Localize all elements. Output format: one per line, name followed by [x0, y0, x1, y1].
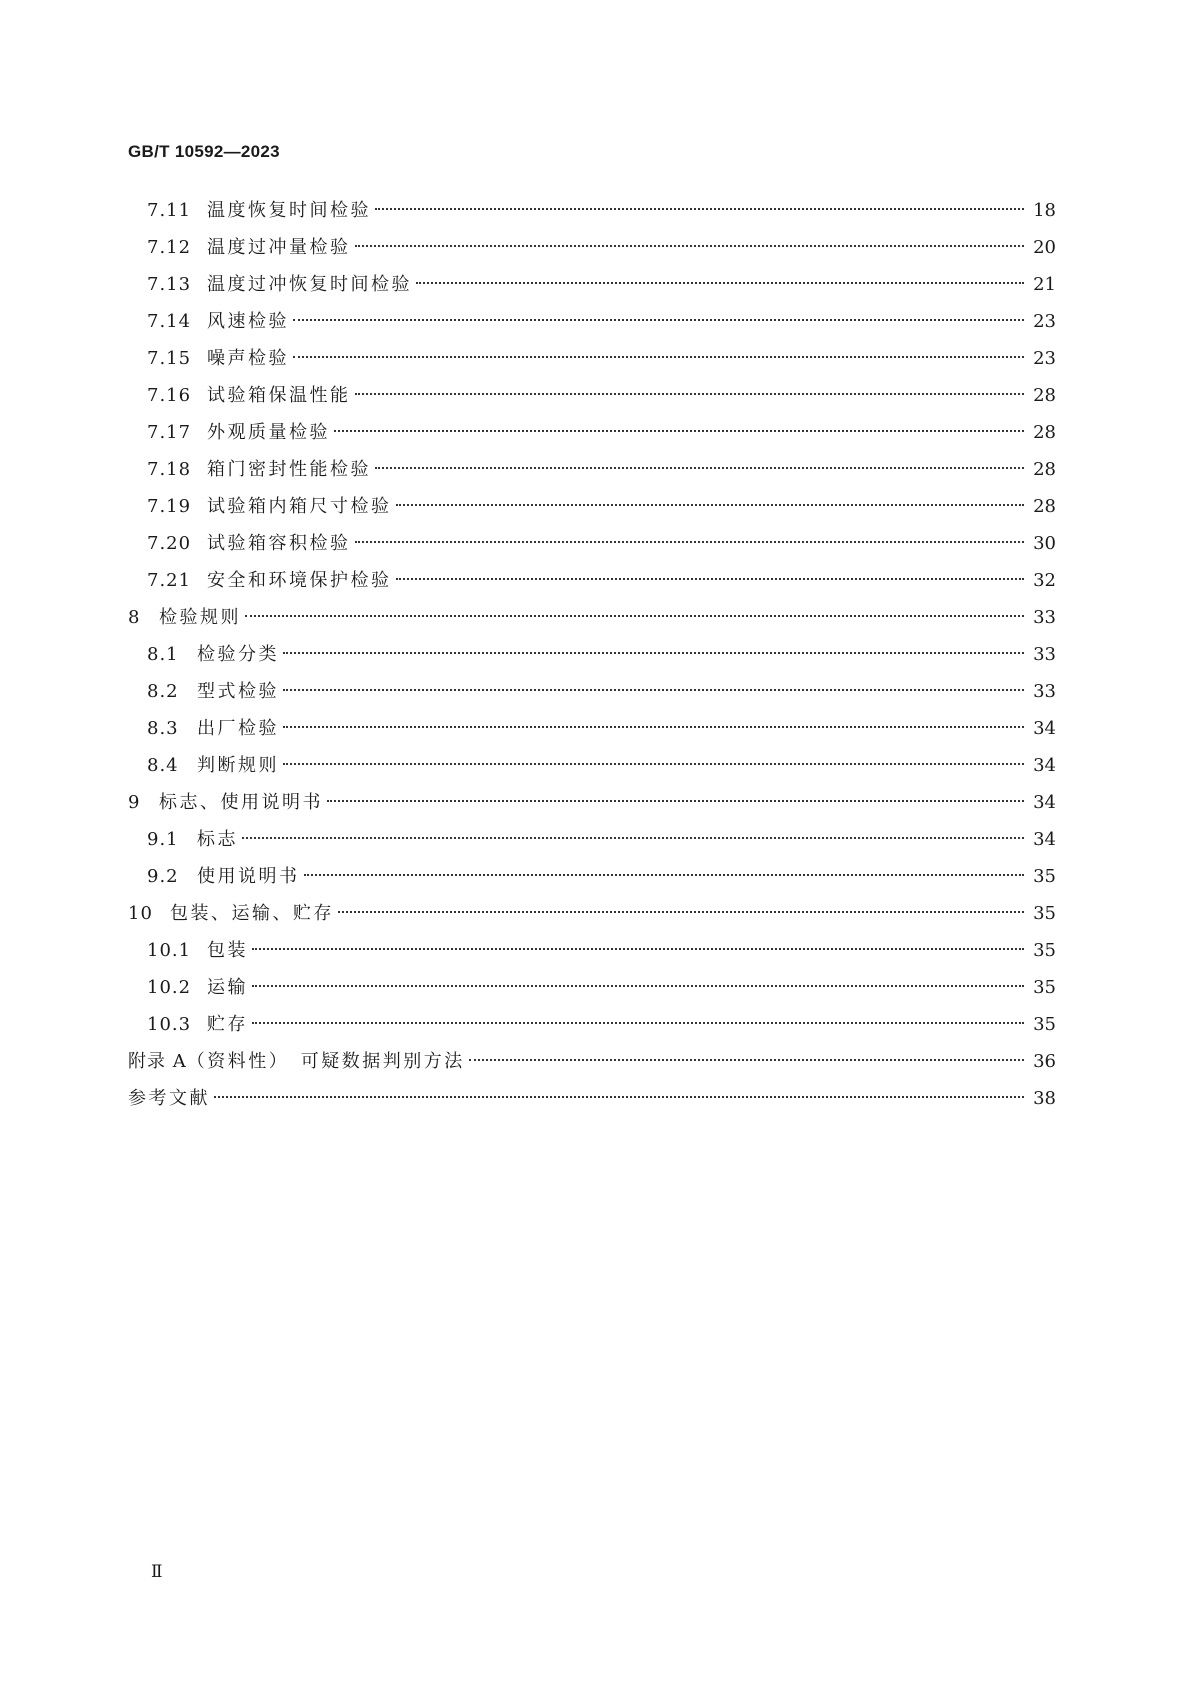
toc-entry-number: 8.3 — [147, 718, 179, 739]
toc-page-number: 28 — [1033, 496, 1056, 517]
toc-entry-8-4[interactable] — [128, 747, 1056, 784]
toc-entry-number: 9 — [128, 792, 141, 813]
toc-entry-number: 7.19 — [147, 496, 192, 517]
toc-page-number: 21 — [1033, 274, 1056, 295]
toc-page-number: 34 — [1033, 829, 1056, 850]
toc-leader-dots — [293, 356, 1024, 358]
toc-entry-10[interactable] — [128, 895, 1056, 932]
toc-leader-dots — [214, 1096, 1024, 1098]
toc-entry-number: 7.14 — [147, 311, 192, 332]
toc-page-number: 35 — [1033, 1014, 1056, 1035]
toc-entry-7-13[interactable] — [128, 266, 1056, 303]
toc-entry-appendix-a[interactable] — [128, 1043, 1056, 1080]
toc-page-number: 28 — [1033, 385, 1056, 406]
toc-page-number: 38 — [1033, 1088, 1056, 1109]
page-number: Ⅱ — [151, 1562, 163, 1582]
toc-leader-dots — [283, 689, 1024, 691]
toc-leader-dots — [252, 948, 1024, 950]
toc-entry-7-21[interactable] — [128, 562, 1056, 599]
toc-entry-title: （资料性） 可疑数据判别方法 — [186, 1051, 465, 1072]
toc-entry-8-3[interactable] — [128, 710, 1056, 747]
toc-entry-8-1[interactable] — [128, 636, 1056, 673]
toc-entry-number: 7.15 — [147, 348, 192, 369]
toc-entry-7-15[interactable] — [128, 340, 1056, 377]
toc-page-number: 20 — [1033, 237, 1056, 258]
toc-entry-title: 风速检验 — [207, 311, 289, 332]
toc-entry-number: 10.3 — [147, 1014, 192, 1035]
toc-leader-dots — [355, 245, 1025, 247]
toc-entry-number: 10.2 — [147, 977, 192, 998]
toc-entry-references[interactable] — [128, 1080, 1056, 1117]
toc-page-number: 23 — [1033, 348, 1056, 369]
toc-entry-number: 7.12 — [147, 237, 192, 258]
toc-entry-number: 7.18 — [147, 459, 192, 480]
toc-page-number: 36 — [1033, 1051, 1056, 1072]
toc-entry-number: 7.20 — [147, 533, 192, 554]
toc-entry-number: 7.17 — [147, 422, 192, 443]
toc-page-number: 34 — [1033, 718, 1056, 739]
toc-leader-dots — [338, 911, 1024, 913]
toc-page-number: 33 — [1033, 681, 1056, 702]
toc-entry-title: 外观质量检验 — [207, 422, 330, 443]
toc-entry-title: 标志 — [197, 829, 238, 850]
toc-entry-title: 包装、运输、贮存 — [170, 903, 334, 924]
toc-leader-dots — [283, 652, 1024, 654]
toc-entry-number: 7.11 — [147, 200, 192, 221]
toc-entry-number: 8 — [128, 607, 141, 628]
toc-entry-title: 判断规则 — [197, 755, 279, 776]
toc-entry-8[interactable] — [128, 599, 1056, 636]
toc-entry-title: 温度恢复时间检验 — [207, 200, 371, 221]
toc-entry-title: 箱门密封性能检验 — [207, 459, 371, 480]
toc-entry-number: 10 — [128, 903, 153, 924]
toc-entry-7-11[interactable] — [128, 192, 1056, 229]
toc-leader-dots — [396, 504, 1025, 506]
toc-entry-7-12[interactable] — [128, 229, 1056, 266]
toc-entry-title: 参考文献 — [128, 1088, 210, 1109]
toc-page-number: 35 — [1033, 977, 1056, 998]
toc-entry-number: 9.1 — [147, 829, 179, 850]
toc-leader-dots — [375, 208, 1024, 210]
toc-page-number: 28 — [1033, 422, 1056, 443]
toc-page-number: 18 — [1033, 200, 1056, 221]
toc-entry-number: 8.4 — [147, 755, 179, 776]
toc-entry-title: 温度过冲量检验 — [207, 237, 351, 258]
table-of-contents — [128, 192, 1056, 1117]
document-code: GB/T 10592—2023 — [128, 142, 280, 161]
toc-entry-7-14[interactable] — [128, 303, 1056, 340]
toc-entry-title: 出厂检验 — [197, 718, 279, 739]
toc-entry-title: 贮存 — [207, 1014, 248, 1035]
toc-page-number: 35 — [1033, 903, 1056, 924]
toc-entry-8-2[interactable] — [128, 673, 1056, 710]
toc-entry-number: 7.13 — [147, 274, 192, 295]
toc-leader-dots — [293, 319, 1024, 321]
toc-leader-dots — [283, 763, 1024, 765]
toc-entry-10-3[interactable] — [128, 1006, 1056, 1043]
toc-leader-dots — [304, 874, 1025, 876]
toc-page-number: 33 — [1033, 607, 1056, 628]
toc-leader-dots — [355, 541, 1025, 543]
toc-entry-title: 包装 — [207, 940, 248, 961]
toc-entry-title: 噪声检验 — [207, 348, 289, 369]
toc-entry-number: 10.1 — [147, 940, 192, 961]
toc-entry-title: 检验规则 — [159, 607, 241, 628]
toc-page-number: 33 — [1033, 644, 1056, 665]
toc-entry-9-2[interactable] — [128, 858, 1056, 895]
toc-leader-dots — [252, 985, 1024, 987]
toc-leader-dots — [355, 393, 1025, 395]
toc-leader-dots — [396, 578, 1025, 580]
toc-entry-title: 试验箱保温性能 — [207, 385, 351, 406]
toc-entry-number: 7.21 — [147, 570, 192, 591]
toc-page-number: 34 — [1033, 755, 1056, 776]
toc-leader-dots — [334, 430, 1024, 432]
toc-leader-dots — [245, 615, 1024, 617]
toc-entry-title: 型式检验 — [197, 681, 279, 702]
toc-entry-title: 温度过冲恢复时间检验 — [207, 274, 412, 295]
toc-entry-9[interactable] — [128, 784, 1056, 821]
toc-leader-dots — [416, 282, 1024, 284]
toc-leader-dots — [469, 1059, 1024, 1061]
toc-entry-title: 试验箱容积检验 — [207, 533, 351, 554]
toc-leader-dots — [252, 1022, 1024, 1024]
toc-entry-7-16[interactable] — [128, 377, 1056, 414]
toc-page-number: 34 — [1033, 792, 1056, 813]
toc-page-number: 30 — [1033, 533, 1056, 554]
toc-page-number: 28 — [1033, 459, 1056, 480]
toc-entry-title: 运输 — [207, 977, 248, 998]
toc-entry-7-17[interactable] — [128, 414, 1056, 451]
toc-leader-dots — [327, 800, 1024, 802]
toc-entry-10-1[interactable] — [128, 932, 1056, 969]
toc-entry-number: 9.2 — [147, 866, 179, 887]
toc-entry-number: 7.16 — [147, 385, 192, 406]
toc-entry-number: 附录 A — [128, 1051, 187, 1072]
toc-leader-dots — [283, 726, 1024, 728]
toc-entry-title: 安全和环境保护检验 — [207, 570, 392, 591]
toc-entry-10-2[interactable] — [128, 969, 1056, 1006]
toc-entry-7-19[interactable] — [128, 488, 1056, 525]
toc-entry-title: 试验箱内箱尺寸检验 — [207, 496, 392, 517]
toc-entry-number: 8.2 — [147, 681, 179, 702]
toc-page-number: 32 — [1033, 570, 1056, 591]
toc-leader-dots — [375, 467, 1024, 469]
toc-leader-dots — [242, 837, 1024, 839]
toc-entry-9-1[interactable] — [128, 821, 1056, 858]
toc-entry-title: 检验分类 — [197, 644, 279, 665]
toc-entry-title: 使用说明书 — [197, 866, 300, 887]
toc-page-number: 35 — [1033, 940, 1056, 961]
toc-entry-title: 标志、使用说明书 — [159, 792, 323, 813]
toc-entry-number: 8.1 — [147, 644, 179, 665]
toc-page-number: 23 — [1033, 311, 1056, 332]
toc-page-number: 35 — [1033, 866, 1056, 887]
toc-entry-7-20[interactable] — [128, 525, 1056, 562]
toc-entry-7-18[interactable] — [128, 451, 1056, 488]
